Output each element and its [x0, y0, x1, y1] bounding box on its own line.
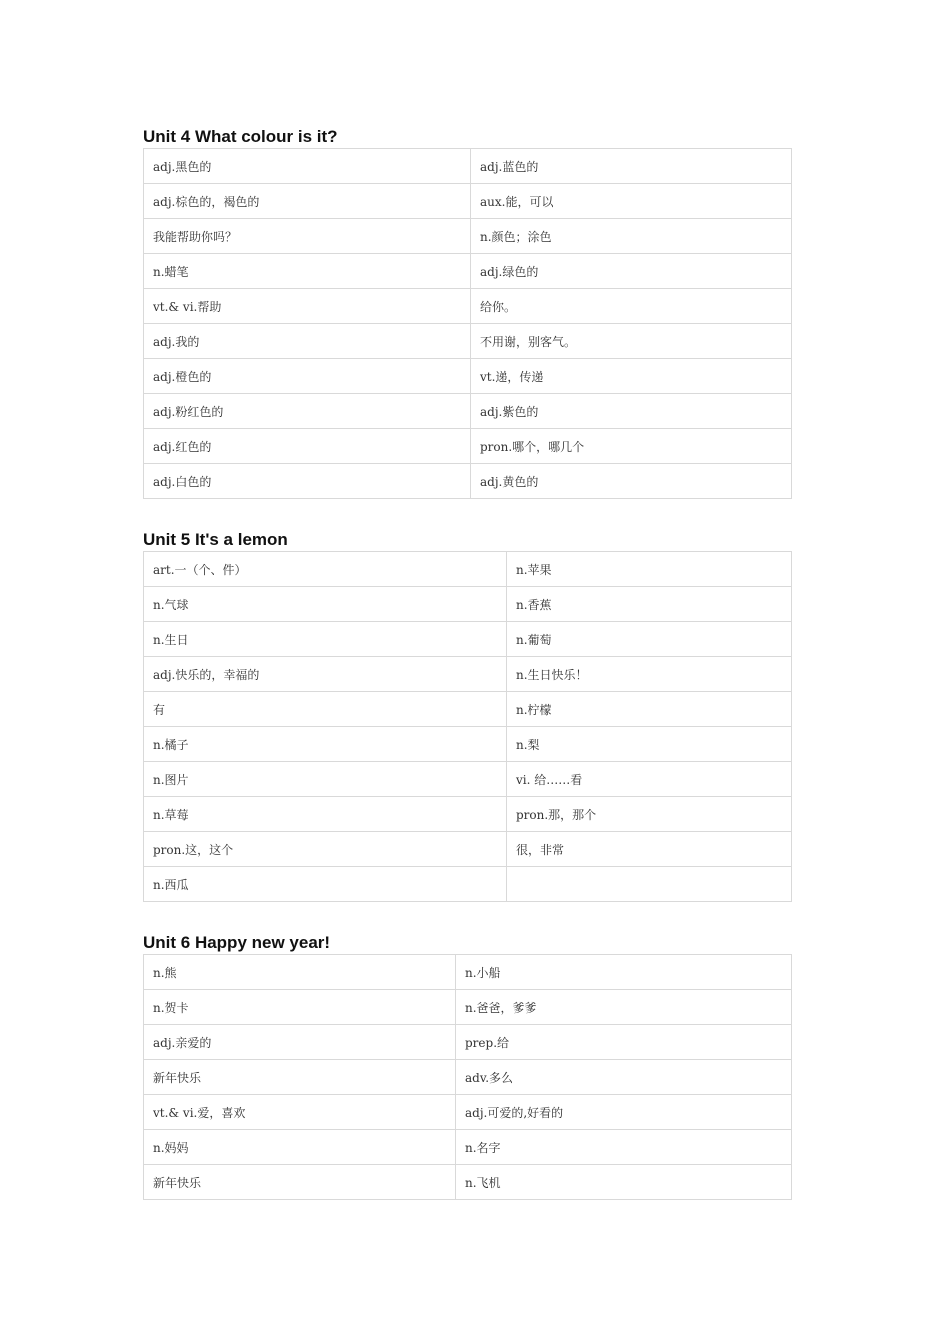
unit-4-title: Unit 4 What colour is it?: [143, 127, 338, 146]
vocab-cell-left: 新年快乐: [144, 1060, 456, 1095]
vocab-cell-left: n.蜡笔: [144, 254, 471, 289]
table-row: [144, 1165, 792, 1200]
unit-4-section: [143, 126, 792, 499]
vocab-cell-left: 新年快乐: [144, 1165, 456, 1200]
table-row: [144, 1130, 792, 1165]
vocab-cell-right: vi. 给……看: [507, 762, 792, 797]
table-row: [144, 254, 792, 289]
unit-5-title: Unit 5 It's a lemon: [143, 530, 288, 549]
table-row: [144, 762, 792, 797]
vocab-cell-right: n.香蕉: [507, 587, 792, 622]
vocab-cell-right: prep.给: [456, 1025, 792, 1060]
vocab-cell-right: adj.可爱的,好看的: [456, 1095, 792, 1130]
vocab-cell-left: n.图片: [144, 762, 507, 797]
vocab-cell-right: n.飞机: [456, 1165, 792, 1200]
vocab-cell-right: pron.哪个，哪几个: [471, 429, 792, 464]
table-row: [144, 429, 792, 464]
table-row: [144, 552, 792, 587]
table-row: [144, 990, 792, 1025]
table-row: [144, 832, 792, 867]
table-row: [144, 692, 792, 727]
vocab-cell-right: aux.能，可以: [471, 184, 792, 219]
vocab-cell-left: adj.棕色的，褐色的: [144, 184, 471, 219]
vocab-cell-left: n.贺卡: [144, 990, 456, 1025]
vocab-cell-left: n.西瓜: [144, 867, 507, 902]
vocab-cell-right: 很，非常: [507, 832, 792, 867]
vocab-cell-right: n.葡萄: [507, 622, 792, 657]
unit-4-vocab-table: [143, 148, 792, 499]
vocab-cell-left: 有: [144, 692, 507, 727]
vocab-cell-right: n.小船: [456, 955, 792, 990]
table-row: [144, 955, 792, 990]
table-row: [144, 797, 792, 832]
table-row: [144, 622, 792, 657]
vocab-cell-left: n.草莓: [144, 797, 507, 832]
vocab-cell-right: adj.紫色的: [471, 394, 792, 429]
unit-5-section: [143, 529, 792, 902]
vocab-cell-right: n.颜色；涂色: [471, 219, 792, 254]
table-row: [144, 324, 792, 359]
vocab-cell-right: n.爸爸，爹爹: [456, 990, 792, 1025]
table-row: [144, 394, 792, 429]
vocab-cell-right: n.苹果: [507, 552, 792, 587]
vocab-cell-right: adj.黄色的: [471, 464, 792, 499]
vocab-cell-left: n.生日: [144, 622, 507, 657]
table-row: [144, 1095, 792, 1130]
vocab-cell-left: adj.黑色的: [144, 149, 471, 184]
vocab-cell-left: art.一（个、件）: [144, 552, 507, 587]
table-row: [144, 149, 792, 184]
vocab-cell-right: adj.蓝色的: [471, 149, 792, 184]
vocab-cell-right: n.梨: [507, 727, 792, 762]
table-row: [144, 359, 792, 394]
vocab-cell-left: 我能帮助你吗？: [144, 219, 471, 254]
vocab-cell-right: [507, 867, 792, 902]
table-row: [144, 464, 792, 499]
vocab-cell-right: n.柠檬: [507, 692, 792, 727]
vocab-cell-left: vt.& vi.爱，喜欢: [144, 1095, 456, 1130]
vocab-cell-left: n.气球: [144, 587, 507, 622]
unit-5-vocab-table: [143, 551, 792, 902]
table-row: [144, 184, 792, 219]
unit-6-title: Unit 6 Happy new year!: [143, 933, 331, 952]
vocab-cell-right: adv.多么: [456, 1060, 792, 1095]
vocab-cell-left: n.橘子: [144, 727, 507, 762]
table-row: [144, 727, 792, 762]
vocab-cell-right: vt.递，传递: [471, 359, 792, 394]
vocab-cell-left: adj.亲爱的: [144, 1025, 456, 1060]
vocab-cell-left: vt.& vi.帮助: [144, 289, 471, 324]
table-row: [144, 1060, 792, 1095]
vocab-cell-left: adj.白色的: [144, 464, 471, 499]
table-row: [144, 289, 792, 324]
table-row: [144, 587, 792, 622]
vocab-cell-left: n.妈妈: [144, 1130, 456, 1165]
unit-6-section: [143, 932, 792, 1200]
vocab-cell-left: n.熊: [144, 955, 456, 990]
vocab-cell-right: adj.绿色的: [471, 254, 792, 289]
vocab-cell-right: n.名字: [456, 1130, 792, 1165]
vocab-cell-left: adj.快乐的，幸福的: [144, 657, 507, 692]
vocab-cell-right: pron.那，那个: [507, 797, 792, 832]
table-row: [144, 1025, 792, 1060]
vocab-cell-left: adj.红色的: [144, 429, 471, 464]
vocab-cell-left: adj.粉红色的: [144, 394, 471, 429]
vocab-cell-right: 不用谢，别客气。: [471, 324, 792, 359]
table-row: [144, 867, 792, 902]
vocab-cell-right: 给你。: [471, 289, 792, 324]
table-row: [144, 219, 792, 254]
vocab-cell-left: adj.橙色的: [144, 359, 471, 394]
table-row: [144, 657, 792, 692]
vocab-cell-left: adj.我的: [144, 324, 471, 359]
vocab-cell-left: pron.这，这个: [144, 832, 507, 867]
vocab-cell-right: n.生日快乐！: [507, 657, 792, 692]
unit-6-vocab-table: [143, 954, 792, 1200]
